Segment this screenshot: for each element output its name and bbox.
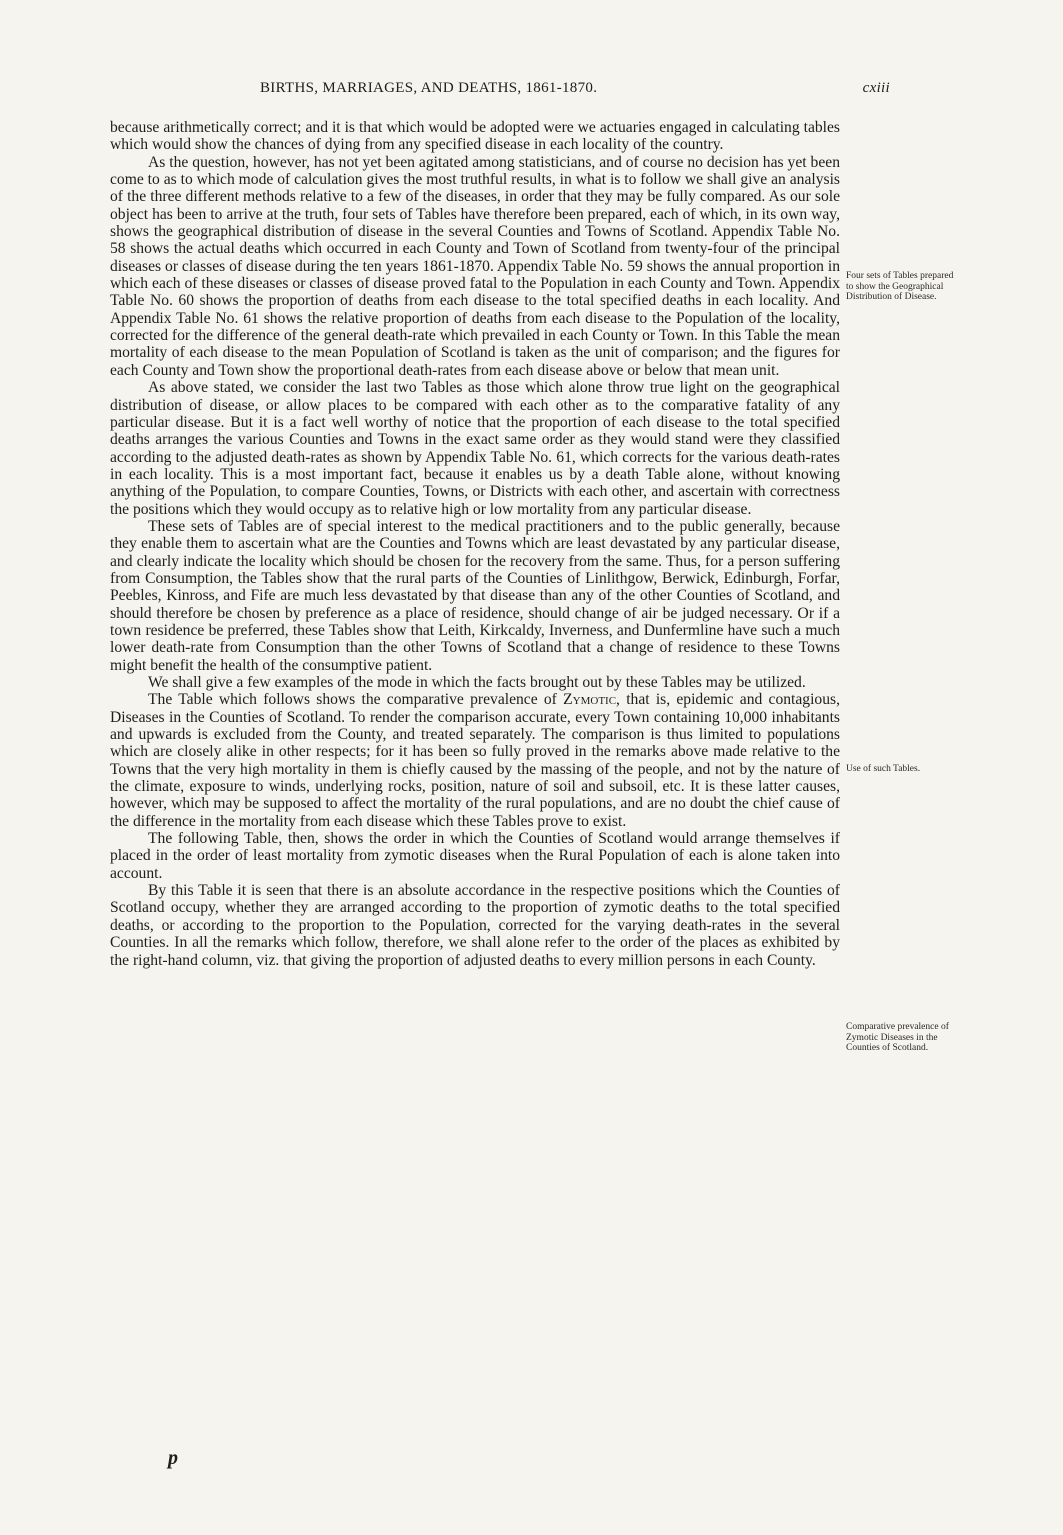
paragraph: These sets of Tables are of special interest to the medical practitioners and to the public generally, because they enable them to ascertain what are the Counties and Towns which are least devastated by any particular disease, and clearly indicate the locality which should be chosen for the recovery from the same. Thus, for a person suffering from Consumption, the Tables show that the rural parts of the Counties of Linlithgow, Berwick, Edinburgh, Forfar, Peebles, Kinross, and Fife are much less devastated by that disease than any of the other Counties of Scotland, and should therefore be chosen by preference as a place of residence, should change of air be judged necessary. Or if a town residence be preferred, these Tables show that Leith, Kirkcaldy, Inverness, and Dunfermline have such a much lower death-rate from Consumption than the other Towns of Scotland that a change of residence to these Towns might benefit the health of the consumptive patient. (110, 517, 840, 674)
paragraph (110, 691, 840, 830)
paragraph: The following Table, then, shows the order in which the Counties of Scotland would arrange themselves if placed in the order of least mortality from zymotic diseases when the Rural Population of each is alone taken into account. (110, 830, 840, 882)
margin-note: Use of such Tables. (846, 764, 921, 774)
signature-mark: p (168, 1447, 178, 1469)
paragraph-text: The Table which follows shows the comparative prevalence of (148, 691, 564, 709)
paragraph: As the question, however, has not yet been agitated among statisticians, and of course no decision has yet been come to as to which mode of calculation gives the most truthful results, in what is to follow we shall give an analysis of the three different methods relative to a few of the diseases, in order that they may be fully compared. As our sole object has been to arrive at the truth, four sets of Tables have therefore been prepared, each of which, in its own way, shows the geographical distribution of disease in the several Counties and Towns of Scotland. Appendix Table No. 58 shows the actual deaths which occurred in each County and Town of Scotland from twenty-four of the principal diseases or classes of disease during the ten years 1861-1870. Appendix Table No. 59 shows the annual proportion in which each of these diseases or classes of disease proved fatal to the Population in each County and Town. Appendix Table No. 60 shows the proportion of deaths from each disease to the total specified deaths in each locality. And Appendix Table No. 61 shows the relative proportion of deaths from each disease to the Population of the locality, corrected for the difference of the general death-rate which prevailed in each County or Town. In this Table the mean mortality of each disease to the mean Population of Scotland is taken as the unit of comparison; and the figures for each County and Town show the proportional death-rates from each disease above or below that mean unit. (110, 153, 840, 379)
margin-note: Comparative prevalence of Zymotic Diseases in the Counties of Scotland. (846, 1022, 949, 1053)
body-text (110, 119, 840, 969)
margin-note: Four sets of Tables prepared to show the Geographical Distribution of Disease. (846, 271, 954, 302)
header-title: BIRTHS, MARRIAGES, AND DEATHS, 1861-1870. (260, 80, 598, 96)
paragraph: As above stated, we consider the last two Tables as those which alone throw true light on the geographical distribution of disease, or allow places to be compared with each other as to the comparative fatality of any particular disease. But it is a fact well worthy of notice that the proportion of each disease to the total specified deaths arranges the various Counties and Towns in the exact same order as they would stand were they classified according to the adjusted death-rates as shown by Appendix Table No. 61, which corrects for the various death-rates in each locality. This is a most important fact, because it enables us by a death Table alone, without knowing anything of the Population, to compare Counties, Towns, or Districts with each other, and ascertain with correctness the positions which they would occupy as to relative high or low mortality from any particular disease. (110, 379, 840, 518)
paragraph: By this Table it is seen that there is an absolute accordance in the respective positions which the Counties of Scotland occupy, whether they are arranged according to the proportion of zymotic deaths to the total specified deaths, or according to the proportion to the Population, corrected for the varying death-rates in the several Counties. In all the remarks which follow, therefore, we shall alone refer to the order of the places as exhibited by the right-hand column, viz. that giving the proportion of adjusted deaths to every million persons in each County. (110, 882, 840, 969)
smallcaps-term: Zymotic (563, 691, 617, 709)
page-number: cxiii (862, 80, 890, 96)
paragraph-text: , that is, epidemic and contagious, Diseases in the Counties of Scotland. To render the comparison accurate, every Town containing 10,000 inhabitants and upwards is excluded from the County, and treated separately. The comparison is thus limited to populations which are closely alike in other respects; for it has been so fully proved in the remarks above made relative to the Towns that the very high mortality in them is chiefly caused by the massing of the people, and not by the nature of the climate, exposure to winds, underlying rocks, position, nature of soil and subsoil, etc. It is these latter causes, however, which may be supposed to affect the mortality of the rural populations, and are no doubt the chief cause of the difference in the mortality from each disease which these Tables prove to exist. (110, 691, 840, 830)
paragraph: because arithmetically correct; and it is that which would be adopted were we actuaries engaged in calculating tables which would show the chances of dying from any specified disease in each locality of the country. (110, 119, 840, 154)
paragraph: We shall give a few examples of the mode in which the facts brought out by these Tables may be utilized. (148, 674, 806, 691)
